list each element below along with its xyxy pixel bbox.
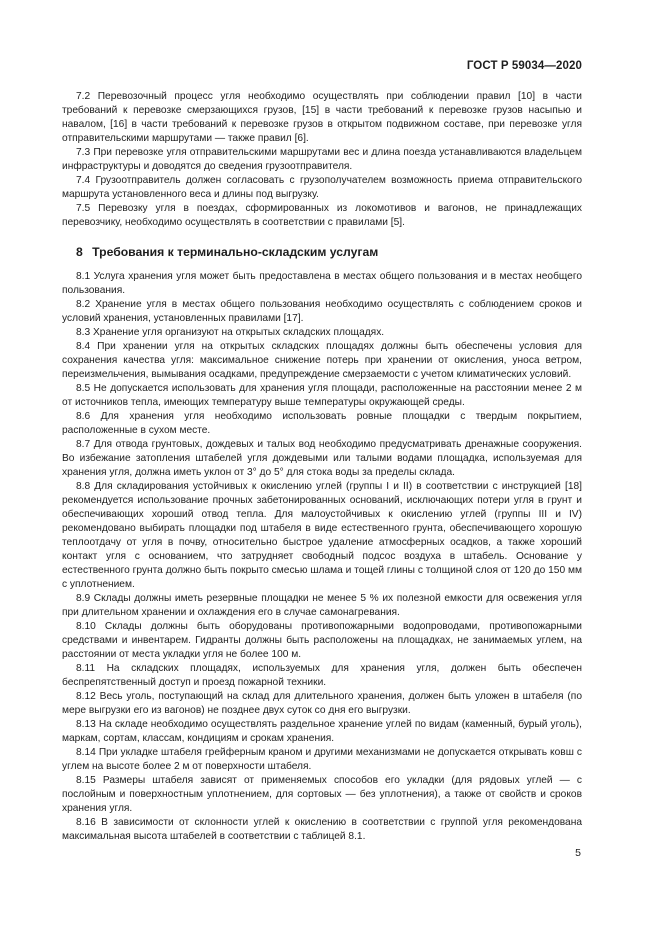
paragraph-8-8: 8.8 Для складирования устойчивых к окислению углей (группы I и II) в соответствии с инструкцией [18] рекомендуется использование прочных забетонированных оснований, исключающих потери угля в грунт и обеспечивающих хороший отвод тепла. Для малоустойчивых к окислению углей (группы III и IV) рекомендовано выбирать площадки под штабеля в виде естественного грунта, обеспечивающего хорошую теплоотдачу от угля в почву, относительно быстрое удаление атмосферных осадков, а также хороший контакт угля с основанием, что затрудняет свободный подсос воздуха в штабель. Основание у естественного грунта должно быть покрыто смесью шлама и тощей глины с толщиной слоя от 120 до 150 мм с уплотнением. (62, 481, 582, 590)
paragraph-8-10: 8.10 Склады должны быть оборудованы противопожарными водопроводами, противопожарными средствами и инвентарем. Гидранты должны быть расположены на площадках, не занимаемых углем, на расстоянии от места укладки угля не более 100 м. (62, 621, 582, 660)
paragraph-8-14: 8.14 При укладке штабеля грейферным краном и другими механизмами не допускается открывать ковш с углем на высоте более 2 м от поверхности штабеля. (62, 747, 582, 772)
section-heading (76, 244, 582, 260)
paragraph-8-13: 8.13 На складе необходимо осуществлять раздельное хранение углей по видам (каменный, бурый уголь), маркам, сортам, классам, кондициям и срокам хранения. (62, 719, 582, 744)
paragraph-8-1: 8.1 Услуга хранения угля может быть предоставлена в местах общего пользования и в местах необщего пользования. (62, 271, 582, 296)
paragraph-8-5: 8.5 Не допускается использовать для хранения угля площади, расположенные на расстоянии менее 2 м от источников тепла, имеющих температуру выше температуры окружающей среды. (62, 383, 582, 408)
paragraph-8-2: 8.2 Хранение угля в местах общего пользования необходимо осуществлять с соблюдением сроков и условий хранения, установленных правилами [17]. (62, 299, 582, 324)
paragraph-7-4: 7.4 Грузоотправитель должен согласовать с грузополучателем возможность приема отправительского маршрута установленного веса и длины под выгрузку. (62, 175, 582, 200)
paragraph-8-9: 8.9 Склады должны иметь резервные площадки не менее 5 % их полезной емкости для освежения угля при длительном хранении и охлаждения его в случае самонагревания. (62, 593, 582, 618)
paragraph-8-15: 8.15 Размеры штабеля зависят от применяемых способов его укладки (для рядовых углей — с послойным и поверхностным уплотнением, для сортовых — без уплотнения), а также от свойств и сроков хранения угля. (62, 775, 582, 814)
paragraph-8-3: 8.3 Хранение угля организуют на открытых складских площадях. (76, 327, 385, 338)
paragraph-7-2: 7.2 Перевозочный процесс угля необходимо осуществлять при соблюдении правил [10] в части требований к перевозке смерзающихся грузов, [15] в части требований к перевозке грузов насыпью и навалом, [16] в части требований к перевозке грузов в открытом подвижном составе, при перевозке угля отправительскими маршрутами — также правил [6]. (62, 91, 582, 144)
paragraph-8-4: 8.4 При хранении угля на открытых складских площадях должны быть обеспечены условия для сохранения качества угля: максимальное снижение потерь при хранении от окисления, уноса ветром, переизмельчения, вымывания осадками, предупреждение смерзаемости с учетом климатических условий. (62, 341, 582, 380)
document-code-header: ГОСТ Р 59034—2020 (466, 60, 582, 72)
paragraph-8-16: 8.16 В зависимости от склонности углей к окислению в соответствии с группой угля рекомендована максимальная высота штабелей в соответствии с таблицей 8.1. (62, 817, 582, 842)
paragraph-8-7: 8.7 Для отвода грунтовых, дождевых и талых вод необходимо предусматривать дренажные сооружения. Во избежание затопления штабелей угля дождевыми или талыми водами площадка, используемая для хранения угля, должна иметь уклон от 3° до 5° для стока воды за пределы склада. (62, 439, 582, 478)
section-number: 8 (76, 245, 83, 259)
paragraph-7-3: 7.3 При перевозке угля отправительскими маршрутами вес и длина поезда устанавливаются владельцем инфраструктуры и доводятся до сведения грузоотправителя. (62, 147, 582, 172)
paragraph-8-6: 8.6 Для хранения угля необходимо использовать ровные площадки с твердым покрытием, расположенные в сухом месте. (62, 411, 582, 436)
paragraph-7-5: 7.5 Перевозку угля в поездах, сформированных из локомотивов и вагонов, не принадлежащих перевозчику, необходимо осуществлять в соответствии с правилами [5]. (62, 203, 582, 228)
paragraph-8-11: 8.11 На складских площадях, используемых для хранения угля, должен быть обеспечен беспрепятственный доступ и проезд пожарной техники. (62, 663, 582, 688)
section-title: Требования к терминально-складским услугам (92, 245, 379, 259)
page-number: 5 (575, 847, 581, 859)
page-body (62, 90, 582, 844)
paragraph-8-12: 8.12 Весь уголь, поступающий на склад для длительного хранения, должен быть уложен в штабеля (по мере выгрузки его из вагонов) не позднее двух суток со дня его выгрузки. (62, 691, 582, 716)
